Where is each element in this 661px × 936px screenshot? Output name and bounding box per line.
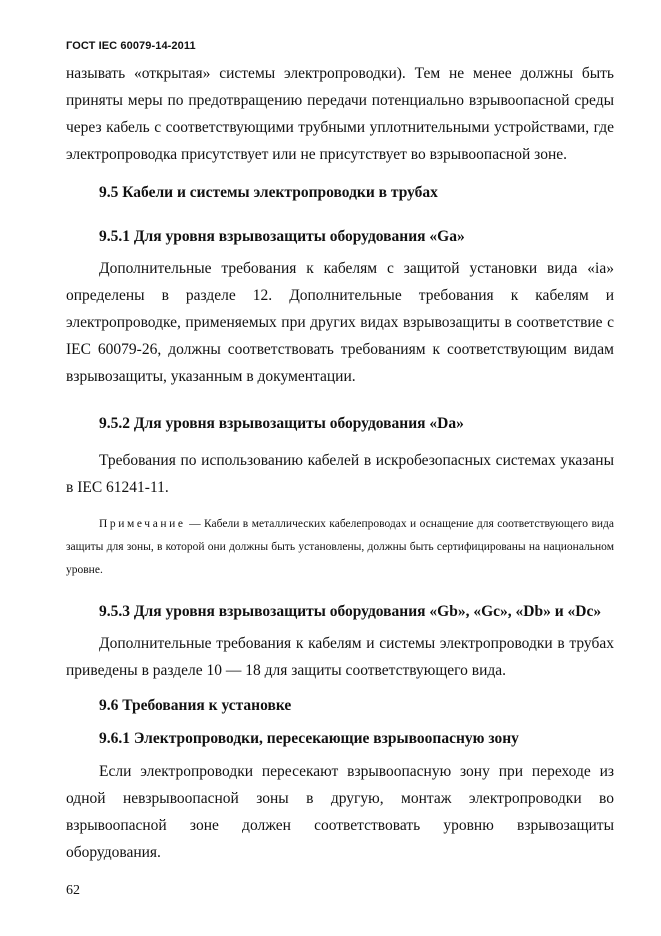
page-number: 62	[66, 883, 80, 898]
section-heading-9-5: 9.5 Кабели и системы электропроводки в трубах	[99, 184, 438, 201]
page-content	[66, 60, 614, 866]
note-label: Примечание	[99, 518, 186, 530]
note-paragraph	[66, 513, 614, 582]
section-heading-9-5-3: 9.5.3 Для уровня взрывозащиты оборудования «Gb», «Gc», «Db» и «Dc»	[99, 603, 602, 620]
section-heading-9-6: 9.6 Требования к установке	[99, 697, 292, 714]
document-header: ГОСТ IEC 60079-14-2011	[66, 40, 196, 52]
paragraph-9-6-1: Если электропроводки пересекают взрывоопасную зону при переходе из одной невзрывоопасной зоны в другую, монтаж электропроводки во взрывоопасной зоне должен соответствовать уровню взрывозащиты оборудования.	[66, 763, 614, 861]
paragraph-continuation: называть «открытая» системы электропроводки). Тем не менее должны быть приняты меры по предотвращению передачи потенциально взрывоопасной среды через кабель с соответствующими трубными уплотнительными устройствами, где электропроводка присутствует или не присутствует во взрывоопасной зоне.	[66, 65, 614, 163]
paragraph-9-5-2: Требования по использованию кабелей в искробезопасных системах указаны в IEC 61241-11.	[66, 452, 614, 496]
paragraph-9-5-3: Дополнительные требования к кабелям и системы электропроводки в трубах приведены в разделе 10 — 18 для защиты соответствующего вида.	[66, 635, 614, 679]
section-heading-9-5-1: 9.5.1 Для уровня взрывозащиты оборудования «Ga»	[99, 228, 465, 245]
note-text: — Кабели в металлических кабелепроводах и оснащение для соответствующего вида защиты для зоны, в которой они должны быть установлены, должны быть сертифицированы на национальном уровне.	[66, 518, 614, 576]
section-heading-9-5-2: 9.5.2 Для уровня взрывозащиты оборудования «Da»	[99, 415, 464, 432]
paragraph-9-5-1: Дополнительные требования к кабелям с защитой установки вида «ia» определены в разделе 12. Дополнительные требования к кабелям и электропроводке, применяемых при других видах взрывозащиты в соответствие с IEC 60079-26, должны соответствовать требованиям к соответствующим видам взрывозащиты, указанным в документации.	[66, 260, 614, 385]
section-heading-9-6-1: 9.6.1 Электропроводки, пересекающие взрывоопасную зону	[99, 730, 519, 747]
